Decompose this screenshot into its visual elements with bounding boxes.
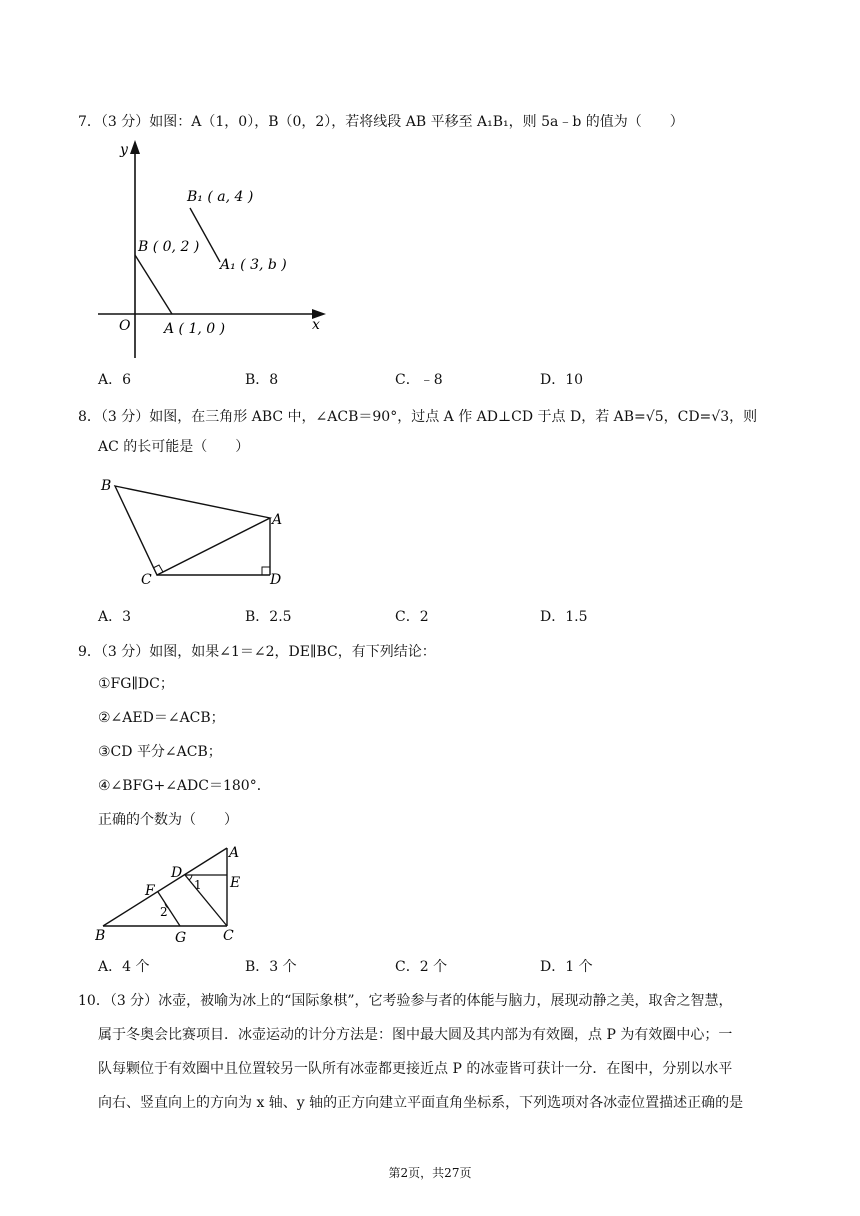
q9-label-f: F <box>145 883 155 899</box>
q7-label-b1: B₁ ( a, 4 ) <box>187 189 254 205</box>
q9-conclusion-3: ③CD 平分∠ACB； <box>98 744 222 760</box>
q8-option-c[interactable]: C．2 <box>395 609 429 625</box>
q9-option-d[interactable]: D．1 个 <box>540 959 593 975</box>
q9-label-g: G <box>175 930 187 945</box>
q9-option-c[interactable]: C．2 个 <box>395 959 448 975</box>
q8-stem-line1: 8．（3 分）如图，在三角形 ABC 中，∠ACB＝90°，过点 A 作 AD⊥CD 于点 D，若 AB=√5，CD=√3，则 <box>78 409 758 425</box>
q8-option-d[interactable]: D．1.5 <box>540 609 588 625</box>
q7-label-a1: A₁ ( 3, b ) <box>220 257 287 273</box>
q8-stem-line2: AC 的长可能是（ ） <box>98 439 250 455</box>
q9-option-b[interactable]: B．3 个 <box>245 959 297 975</box>
q10-line-4: 向右、竖直向上的方向为 x 轴、y 轴的正方向建立平面直角坐标系，下列选项对各冰壶位置描述正确的是 <box>98 1095 744 1111</box>
q7-label-a: A ( 1, 0 ) <box>164 321 226 337</box>
q8-label-d: D <box>270 572 282 588</box>
q7-option-a[interactable]: A．6 <box>98 372 132 388</box>
q10-line-2: 属于冬奥会比赛项目．冰壶运动的计分方法是：图中最大圆及其内部为有效圈，点 P 为有效圈中心；一 <box>98 1027 733 1043</box>
q9-conclusion-4: ④∠BFG+∠ADC＝180°． <box>98 778 271 794</box>
q9-label-d: D <box>171 865 183 881</box>
q8-option-a[interactable]: A．3 <box>98 609 132 625</box>
q7-stem: 7．（3 分）如图：A（1，0），B（0，2），若将线段 AB 平移至 A₁B₁，则 5a﹣b 的值为（ ） <box>78 114 684 130</box>
q10-line-3: 队每颗位于有效圈中且位置较另一队所有冰壶都更接近点 P 的冰壶皆可获计一分．在图中，分别以水平 <box>98 1061 733 1077</box>
q9-triangle-figure <box>95 840 255 945</box>
q7-label-b: B ( 0, 2 ) <box>138 239 200 255</box>
q9-angle-2: 2 <box>160 905 168 919</box>
q8-label-b: B <box>101 478 112 494</box>
q9-label-e: E <box>230 875 241 891</box>
q9-label-c: C <box>223 928 234 944</box>
q7-label-x: x <box>312 317 320 333</box>
q9-label-a: A <box>229 845 240 861</box>
page-footer: 第2页，共27页 <box>388 1166 472 1180</box>
q9-option-a[interactable]: A．4 个 <box>98 959 150 975</box>
q9-label-b: B <box>95 928 106 944</box>
q7-option-c[interactable]: C．﹣8 <box>395 372 443 388</box>
q7-label-origin: O <box>119 318 131 334</box>
q10-line-1: 10．（3 分）冰壶，被喻为冰上的“国际象棋”，它考验参与者的体能与脑力，展现动静之美，取舍之智慧， <box>78 993 733 1009</box>
q8-option-b[interactable]: B．2.5 <box>245 609 292 625</box>
q7-option-b[interactable]: B．8 <box>245 372 279 388</box>
q9-angle-1: 1 <box>194 878 202 892</box>
q9-stem: 9．（3 分）如图，如果∠1＝∠2，DE∥BC，有下列结论： <box>78 644 436 660</box>
q8-triangle-figure <box>95 470 295 590</box>
q8-label-c: C <box>141 572 152 588</box>
q9-question: 正确的个数为（ ） <box>98 812 238 828</box>
q7-label-y: y <box>120 142 128 158</box>
q9-conclusion-2: ②∠AED＝∠ACB； <box>98 710 225 726</box>
q7-option-d[interactable]: D．10 <box>540 372 584 388</box>
q7-coordinate-figure <box>90 138 340 363</box>
q8-label-a: A <box>272 512 283 528</box>
q9-conclusion-1: ①FG∥DC； <box>98 676 174 692</box>
